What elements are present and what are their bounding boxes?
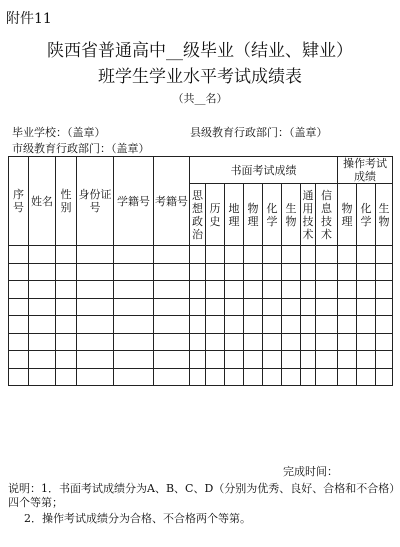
subject-header-practical-subject-2: 生物 [376, 184, 393, 246]
table-row [9, 298, 393, 316]
table-cell[interactable] [56, 368, 77, 386]
group-header-written: 书面考试成绩 [190, 157, 338, 184]
table-cell[interactable] [376, 351, 393, 369]
col-header-id-number: 身份证号 [77, 157, 114, 246]
table-cell[interactable] [77, 351, 114, 369]
table-cell[interactable] [263, 298, 282, 316]
table-cell[interactable] [225, 368, 244, 386]
table-cell[interactable] [29, 246, 56, 264]
col-header-index: 序号 [9, 157, 29, 246]
col-header-student-number: 学籍号 [114, 157, 154, 246]
table-cell[interactable] [29, 316, 56, 334]
table-cell[interactable] [114, 263, 154, 281]
table-cell[interactable] [338, 298, 357, 316]
table-cell[interactable] [56, 281, 77, 299]
table-cell[interactable] [282, 298, 301, 316]
table-cell[interactable] [301, 316, 316, 334]
table-cell[interactable] [301, 281, 316, 299]
table-cell[interactable] [9, 316, 29, 334]
table-cell[interactable] [56, 351, 77, 369]
table-cell[interactable] [338, 351, 357, 369]
table-cell[interactable] [190, 333, 206, 351]
table-cell[interactable] [190, 351, 206, 369]
table-cell[interactable] [77, 246, 114, 264]
table-cell[interactable] [206, 263, 225, 281]
table-cell[interactable] [316, 333, 338, 351]
table-cell[interactable] [376, 368, 393, 386]
table-cell[interactable] [301, 246, 316, 264]
table-cell[interactable] [263, 246, 282, 264]
city-dept-seal-field: 市级教育行政部门：（盖章） [12, 142, 150, 155]
table-cell[interactable] [376, 281, 393, 299]
table-cell[interactable] [357, 351, 376, 369]
table-cell[interactable] [9, 333, 29, 351]
table-cell[interactable] [301, 263, 316, 281]
table-cell[interactable] [357, 333, 376, 351]
table-cell[interactable] [225, 316, 244, 334]
table-cell[interactable] [56, 333, 77, 351]
table-cell[interactable] [9, 351, 29, 369]
table-cell[interactable] [244, 298, 263, 316]
table-cell[interactable] [282, 351, 301, 369]
form-title-line2: 班学生学业水平考试成绩表 [98, 67, 302, 87]
subject-header-written-subject-1: 历史 [206, 184, 225, 246]
table-cell[interactable] [190, 281, 206, 299]
table-cell[interactable] [263, 263, 282, 281]
table-cell[interactable] [29, 351, 56, 369]
table-cell[interactable] [316, 351, 338, 369]
table-cell[interactable] [301, 368, 316, 386]
table-cell[interactable] [282, 246, 301, 264]
subject-header-written-subject-7: 信息技术 [316, 184, 338, 246]
table-cell[interactable] [282, 368, 301, 386]
table-cell[interactable] [9, 298, 29, 316]
table-cell[interactable] [301, 333, 316, 351]
county-dept-seal-field: 县级教育行政部门：（盖章） [190, 126, 328, 139]
table-cell[interactable] [301, 351, 316, 369]
table-cell[interactable] [206, 368, 225, 386]
table-cell[interactable] [225, 351, 244, 369]
table-cell[interactable] [77, 263, 114, 281]
table-cell[interactable] [77, 316, 114, 334]
table-cell[interactable] [225, 263, 244, 281]
table-cell[interactable] [190, 246, 206, 264]
col-header-gender: 性别 [56, 157, 77, 246]
table-cell[interactable] [206, 281, 225, 299]
table-cell[interactable] [225, 333, 244, 351]
subject-header-written-subject-5: 生物 [282, 184, 301, 246]
table-cell[interactable] [282, 263, 301, 281]
table-cell[interactable] [154, 368, 190, 386]
table-cell[interactable] [376, 333, 393, 351]
subject-header-written-subject-3: 物理 [244, 184, 263, 246]
table-cell[interactable] [338, 316, 357, 334]
table-cell[interactable] [316, 263, 338, 281]
table-cell[interactable] [263, 333, 282, 351]
table-cell[interactable] [244, 281, 263, 299]
table-cell[interactable] [206, 316, 225, 334]
student-count: （共__名） [172, 92, 228, 105]
table-cell[interactable] [244, 351, 263, 369]
table-cell[interactable] [244, 316, 263, 334]
table-cell[interactable] [263, 351, 282, 369]
table-cell[interactable] [9, 246, 29, 264]
table-cell[interactable] [338, 281, 357, 299]
table-cell[interactable] [29, 263, 56, 281]
table-cell[interactable] [316, 368, 338, 386]
table-cell[interactable] [114, 246, 154, 264]
table-cell[interactable] [77, 281, 114, 299]
table-cell[interactable] [338, 246, 357, 264]
table-cell[interactable] [263, 281, 282, 299]
table-cell[interactable] [206, 333, 225, 351]
subject-header-written-subject-4: 化学 [263, 184, 282, 246]
table-cell[interactable] [225, 281, 244, 299]
table-cell[interactable] [282, 316, 301, 334]
table-cell[interactable] [29, 368, 56, 386]
table-cell[interactable] [263, 316, 282, 334]
table-cell[interactable] [338, 333, 357, 351]
table-cell[interactable] [114, 333, 154, 351]
table-cell[interactable] [376, 298, 393, 316]
table-cell[interactable] [29, 333, 56, 351]
table-cell[interactable] [225, 246, 244, 264]
table-cell[interactable] [29, 298, 56, 316]
table-cell[interactable] [206, 246, 225, 264]
table-cell[interactable] [244, 333, 263, 351]
table-cell[interactable] [190, 316, 206, 334]
score-table [8, 156, 393, 386]
table-cell[interactable] [316, 316, 338, 334]
table-row [9, 316, 393, 334]
table-cell[interactable] [206, 298, 225, 316]
school-seal-field: 毕业学校：（盖章） [12, 126, 106, 139]
subject-header-written-subject-0: 思想政治 [190, 184, 206, 246]
table-row [9, 351, 393, 369]
table-cell[interactable] [376, 246, 393, 264]
subject-header-written-subject-2: 地理 [225, 184, 244, 246]
note-written-grades: 说明：1．书面考试成绩分为A、B、C、D（分别为优秀、良好、合格和不合格）四个等第； [8, 482, 395, 509]
table-cell[interactable] [376, 263, 393, 281]
table-cell[interactable] [357, 368, 376, 386]
table-cell[interactable] [338, 368, 357, 386]
table-cell[interactable] [357, 281, 376, 299]
table-cell[interactable] [244, 263, 263, 281]
table-cell[interactable] [190, 368, 206, 386]
col-header-name: 姓名 [29, 157, 56, 246]
table-cell[interactable] [114, 316, 154, 334]
table-cell[interactable] [316, 298, 338, 316]
subject-header-practical-subject-0: 物理 [338, 184, 357, 246]
table-cell[interactable] [154, 298, 190, 316]
table-row [9, 333, 393, 351]
table-cell[interactable] [114, 351, 154, 369]
table-cell[interactable] [9, 281, 29, 299]
table-cell[interactable] [190, 298, 206, 316]
table-cell[interactable] [154, 333, 190, 351]
table-cell[interactable] [77, 368, 114, 386]
table-cell[interactable] [244, 246, 263, 264]
subject-header-written-subject-6: 通用技术 [301, 184, 316, 246]
table-row [9, 246, 393, 264]
table-cell[interactable] [263, 368, 282, 386]
table-cell[interactable] [190, 263, 206, 281]
table-cell[interactable] [56, 298, 77, 316]
table-cell[interactable] [316, 281, 338, 299]
table-cell[interactable] [154, 246, 190, 264]
table-cell[interactable] [154, 281, 190, 299]
table-cell[interactable] [56, 263, 77, 281]
col-header-exam-number: 考籍号 [154, 157, 190, 246]
table-cell[interactable] [244, 368, 263, 386]
table-cell[interactable] [282, 333, 301, 351]
table-cell[interactable] [154, 263, 190, 281]
table-cell[interactable] [9, 263, 29, 281]
table-cell[interactable] [56, 246, 77, 264]
table-cell[interactable] [376, 316, 393, 334]
table-cell[interactable] [9, 368, 29, 386]
table-cell[interactable] [56, 316, 77, 334]
table-cell[interactable] [114, 368, 154, 386]
table-cell[interactable] [114, 281, 154, 299]
subject-header-practical-subject-1: 化学 [357, 184, 376, 246]
table-row [9, 263, 393, 281]
table-cell[interactable] [154, 351, 190, 369]
table-cell[interactable] [301, 298, 316, 316]
group-header-practical: 操作考试成绩 [338, 157, 393, 184]
table-cell[interactable] [77, 298, 114, 316]
table-cell[interactable] [282, 281, 301, 299]
form-title-line1: 陕西省普通高中__级毕业（结业、肄业） [47, 41, 353, 61]
note-practical-grades: 2．操作考试成绩分为合格、不合格两个等第。 [24, 512, 251, 525]
table-cell[interactable] [29, 281, 56, 299]
table-cell[interactable] [154, 316, 190, 334]
table-cell[interactable] [338, 263, 357, 281]
table-row [9, 281, 393, 299]
table-cell[interactable] [114, 298, 154, 316]
table-cell[interactable] [357, 263, 376, 281]
completion-time-field: 完成时间： [283, 465, 338, 478]
table-cell[interactable] [357, 246, 376, 264]
table-cell[interactable] [225, 298, 244, 316]
table-cell[interactable] [77, 333, 114, 351]
table-cell[interactable] [316, 246, 338, 264]
attachment-label: 附件11 [6, 11, 52, 27]
table-cell[interactable] [206, 351, 225, 369]
table-cell[interactable] [357, 316, 376, 334]
table-row [9, 368, 393, 386]
table-cell[interactable] [357, 298, 376, 316]
